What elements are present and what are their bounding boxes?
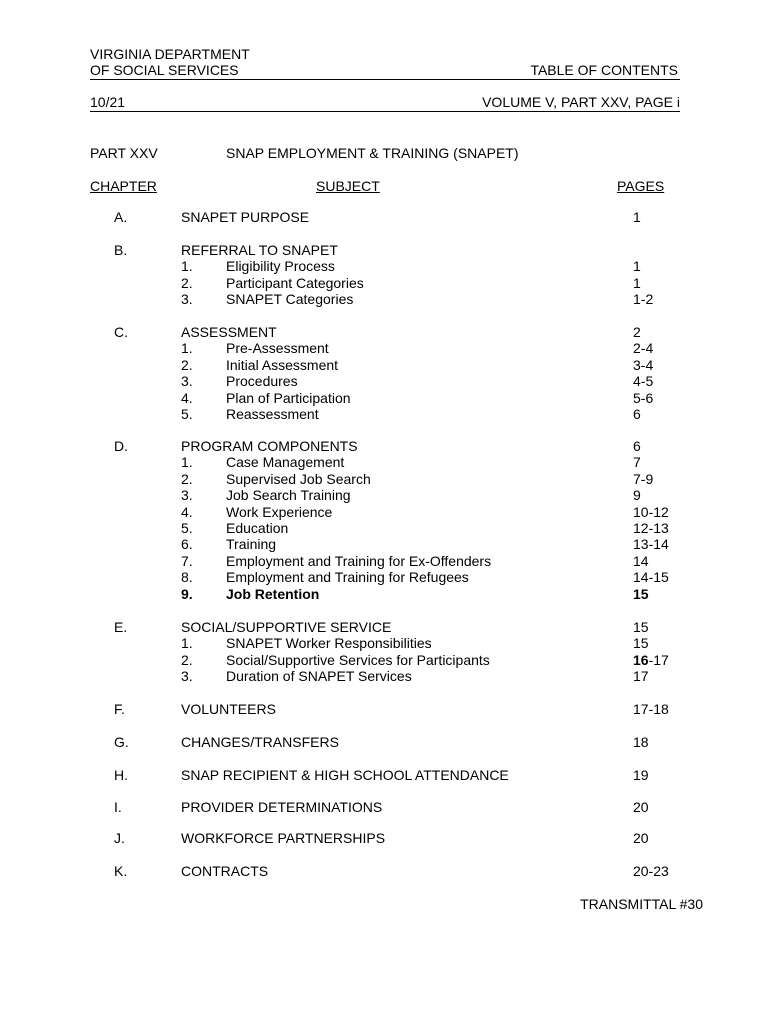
chapter-letter: I. [114, 799, 122, 815]
section-number: 6. [181, 536, 193, 553]
header-rule-top [90, 79, 680, 80]
section-number: 2. [181, 470, 193, 487]
chapter-letter: B. [114, 242, 128, 258]
section-title: Supervised Job Search [226, 470, 371, 487]
chapter-title: SNAPET PURPOSE [181, 209, 310, 225]
section-pages: 15 [633, 635, 649, 652]
chapter-title: REFERRAL TO SNAPET [181, 242, 338, 258]
section-pages: 17 [633, 668, 649, 685]
section-pages: 1 [633, 258, 641, 275]
chapter-letter: J. [114, 830, 125, 846]
chapter-pages: 18 [633, 734, 649, 750]
section-number: 4. [181, 503, 193, 520]
section-title: Plan of Participation [226, 389, 351, 406]
section-title: Work Experience [226, 503, 333, 520]
chapter-title: CONTRACTS [181, 863, 269, 879]
chapter-title: CHANGES/TRANSFERS [181, 734, 339, 750]
section-title: SNAPET Worker Responsibilities [226, 635, 432, 652]
section-number: 5. [181, 520, 193, 536]
section-pages: 14-15 [633, 569, 669, 586]
section-number: 8. [181, 569, 193, 586]
chapter-title: WORKFORCE PARTNERSHIPS [181, 830, 386, 846]
department-name-line1: VIRGINIA DEPARTMENT [90, 46, 250, 62]
chapter-letter: F. [114, 701, 125, 717]
chapter-letter: K. [114, 863, 128, 879]
section-pages: 14 [633, 552, 649, 569]
chapter-pages: 15 [633, 619, 649, 635]
chapter-pages: 17-18 [633, 701, 669, 717]
section-pages: 2-4 [633, 340, 654, 357]
section-pages: 12-13 [633, 520, 669, 536]
section-pages: 15 [633, 585, 649, 602]
section-pages-revised: 16 [633, 651, 649, 668]
section-number: 1. [181, 635, 193, 652]
document-label: TABLE OF CONTENTS [530, 62, 678, 78]
section-number: 2. [181, 651, 193, 668]
chapter-letter: E. [114, 619, 128, 635]
chapter-pages: 19 [633, 767, 649, 783]
section-title: Training [226, 536, 277, 553]
section-title: Education [226, 520, 289, 536]
part-label: PART XXV [90, 145, 158, 161]
section-title: Duration of SNAPET Services [226, 668, 412, 685]
section-pages: 6 [633, 406, 641, 422]
chapter-title: SNAP RECIPIENT & HIGH SCHOOL ATTENDANCE [181, 767, 509, 783]
chapter-pages: 20 [633, 799, 649, 815]
section-number: 3. [181, 373, 193, 390]
section-title: Reassessment [226, 406, 319, 422]
section-pages: 7-9 [633, 470, 654, 487]
section-number: 3. [181, 668, 193, 685]
section-pages: 3-4 [633, 356, 654, 373]
chapter-letter: H. [114, 767, 128, 783]
section-pages [633, 652, 669, 669]
volume-page-reference: VOLUME V, PART XXV, PAGE i [482, 94, 680, 110]
section-pages: 9 [633, 487, 641, 504]
subject-column-heading: SUBJECT [316, 178, 380, 194]
section-title: Pre-Assessment [226, 340, 329, 357]
section-pages: 1-2 [633, 291, 654, 308]
header-rule-bottom [90, 111, 680, 112]
section-title: Employment and Training for Refugees [226, 569, 469, 586]
section-number: 3. [181, 487, 193, 504]
section-pages: 7 [633, 454, 641, 471]
section-pages: 4-5 [633, 373, 654, 390]
section-title: Job Search Training [226, 487, 351, 504]
section-number: 5. [181, 406, 193, 422]
section-pages: 10-12 [633, 503, 669, 520]
section-number: 9. [181, 585, 193, 602]
section-number: 2. [181, 356, 193, 373]
department-name-line2: OF SOCIAL SERVICES [90, 62, 239, 78]
section-pages: 13-14 [633, 536, 669, 553]
section-number: 3. [181, 291, 193, 308]
chapter-title: VOLUNTEERS [181, 701, 276, 717]
section-pages: 1 [633, 274, 641, 291]
chapter-title: SOCIAL/SUPPORTIVE SERVICE [181, 619, 392, 635]
chapter-column-heading: CHAPTER [90, 178, 157, 194]
chapter-pages: 20-23 [633, 863, 669, 879]
section-title: Case Management [226, 454, 345, 471]
section-title: Eligibility Process [226, 258, 335, 275]
chapter-pages: 6 [633, 438, 641, 454]
chapter-letter: C. [114, 324, 128, 340]
section-title: SNAPET Categories [226, 291, 354, 308]
chapter-title: PROGRAM COMPONENTS [181, 438, 358, 454]
pages-column-heading: PAGES [617, 178, 665, 194]
chapter-letter: D. [114, 438, 128, 454]
section-pages: 5-6 [633, 389, 654, 406]
chapter-title: ASSESSMENT [181, 324, 277, 340]
section-number: 1. [181, 340, 193, 357]
section-number: 2. [181, 274, 193, 291]
chapter-title: PROVIDER DETERMINATIONS [181, 799, 383, 815]
section-number: 7. [181, 552, 193, 569]
section-pages-rest: -17 [648, 651, 669, 668]
section-title: Job Retention [226, 585, 320, 602]
section-title: Employment and Training for Ex-Offenders [226, 552, 492, 569]
transmittal-number: TRANSMITTAL #30 [580, 896, 703, 912]
section-title: Participant Categories [226, 274, 364, 291]
section-title: Procedures [226, 373, 298, 390]
chapter-pages: 2 [633, 324, 641, 340]
chapter-letter: G. [114, 734, 129, 750]
section-number: 1. [181, 258, 193, 275]
section-title: Initial Assessment [226, 356, 339, 373]
part-title: SNAP EMPLOYMENT & TRAINING (SNAPET) [226, 145, 519, 161]
section-title: Social/Supportive Services for Participants [226, 651, 490, 668]
revision-date: 10/21 [90, 94, 126, 110]
chapter-pages: 20 [633, 830, 649, 846]
section-number: 1. [181, 454, 193, 471]
chapter-pages: 1 [633, 209, 641, 225]
chapter-letter: A. [114, 209, 128, 225]
section-number: 4. [181, 389, 193, 406]
